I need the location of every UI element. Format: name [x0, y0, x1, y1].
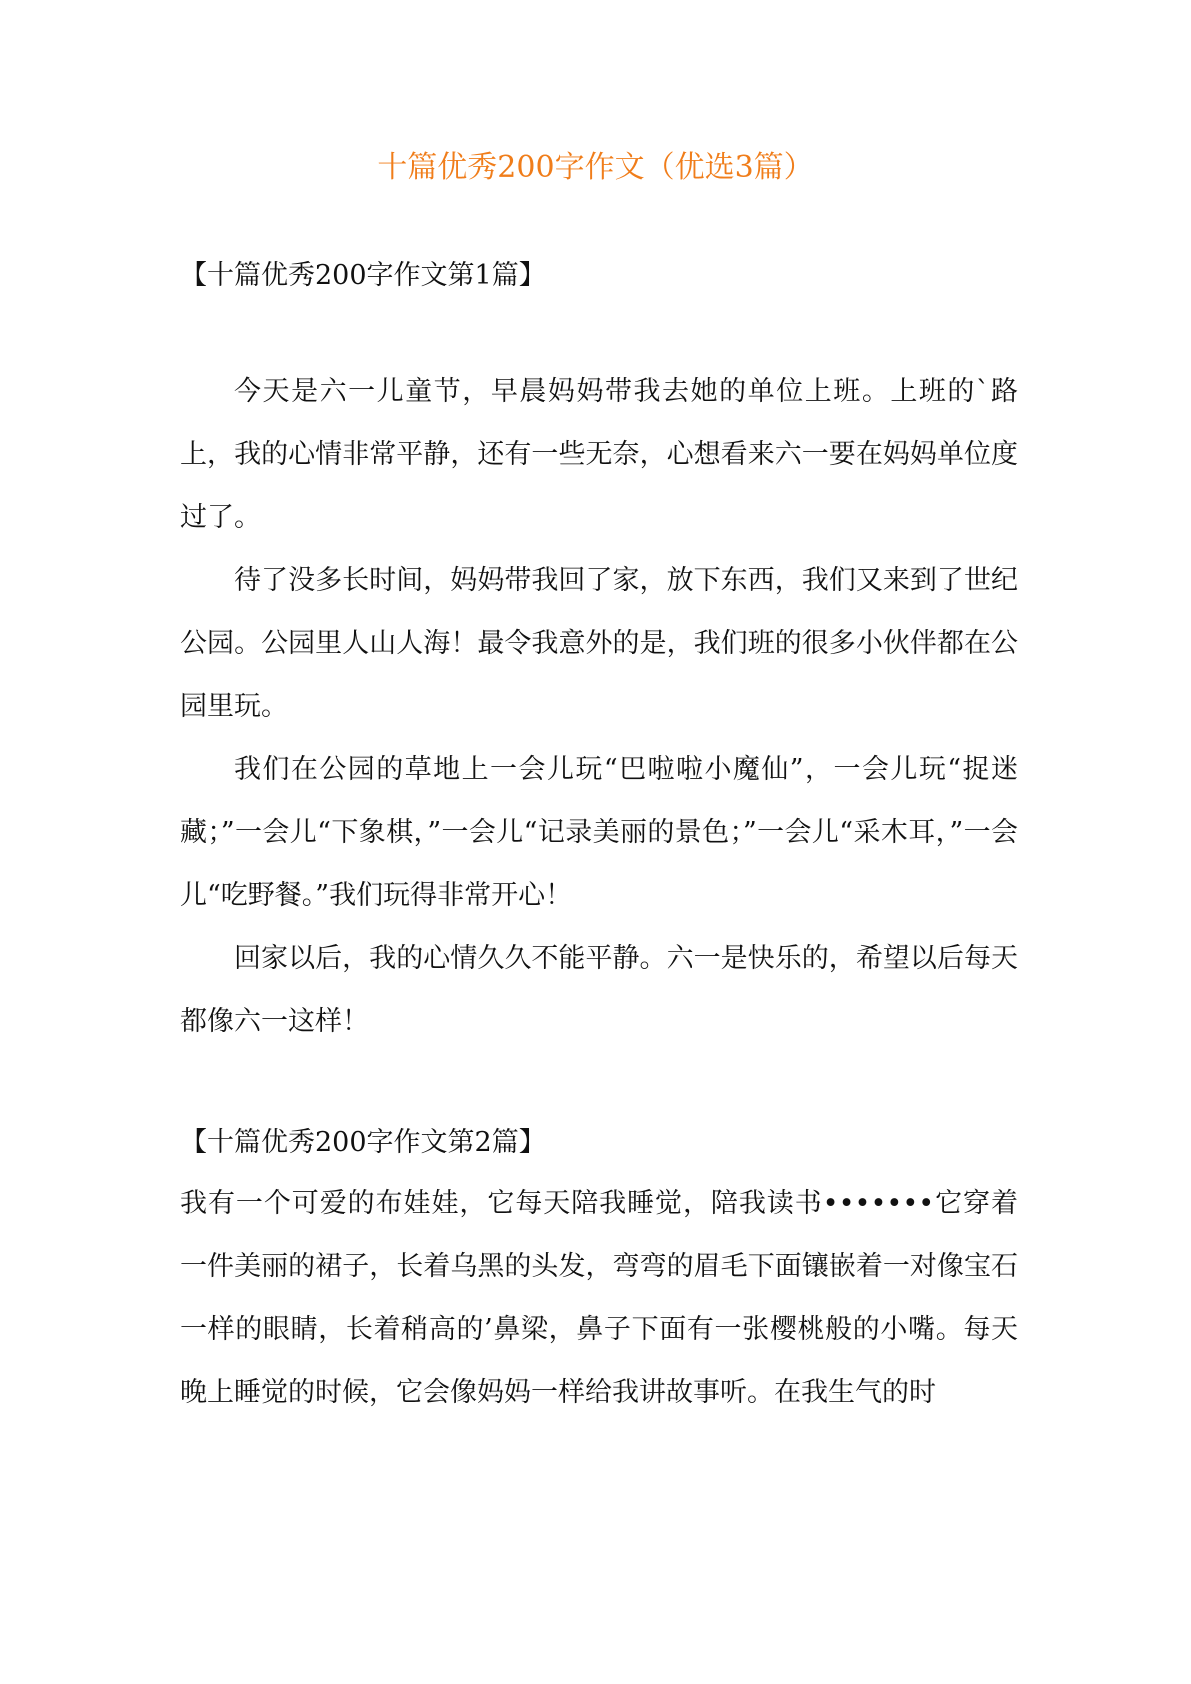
section-1-heading: 【十篇优秀200字作文第1篇】	[180, 260, 546, 291]
paragraph: 我们在公园的草地上一会儿玩“巴啦啦小魔仙”，一会儿玩“捉迷藏；”一会儿“下象棋，”一会儿“记录美丽的景色；”一会儿“采木耳，”一会儿“吃野餐。”我们玩得非常开心！	[180, 754, 1018, 911]
paragraph: 待了没多长时间，妈妈带我回了家，放下东西，我们又来到了世纪公园。公园里人山人海！最令我意外的是，我们班的很多小伙伴都在公园里玩。	[180, 565, 1018, 722]
section-1-body	[180, 360, 1018, 1053]
section-2-body	[180, 1172, 1018, 1424]
section-2-heading: 【十篇优秀200字作文第2篇】	[180, 1127, 546, 1158]
paragraph: 我有一个可爱的布娃娃，它每天陪我睡觉，陪我读书•••••••它穿着一件美丽的裙子，长着乌黑的头发，弯弯的眉毛下面镶嵌着一对像宝石一样的眼睛，长着稍高的’鼻梁，鼻子下面有一张樱桃般的小嘴。每天晚上睡觉的时候，它会像妈妈一样给我讲故事听。在我生气的时	[180, 1188, 1018, 1408]
document-title: 十篇优秀200字作文（优选3篇）	[377, 150, 814, 185]
paragraph: 今天是六一儿童节，早晨妈妈带我去她的单位上班。上班的`路上，我的心情非常平静，还有一些无奈，心想看来六一要在妈妈单位度过了。	[180, 376, 1018, 533]
paragraph: 回家以后，我的心情久久不能平静。六一是快乐的，希望以后每天都像六一这样！	[180, 943, 1018, 1037]
